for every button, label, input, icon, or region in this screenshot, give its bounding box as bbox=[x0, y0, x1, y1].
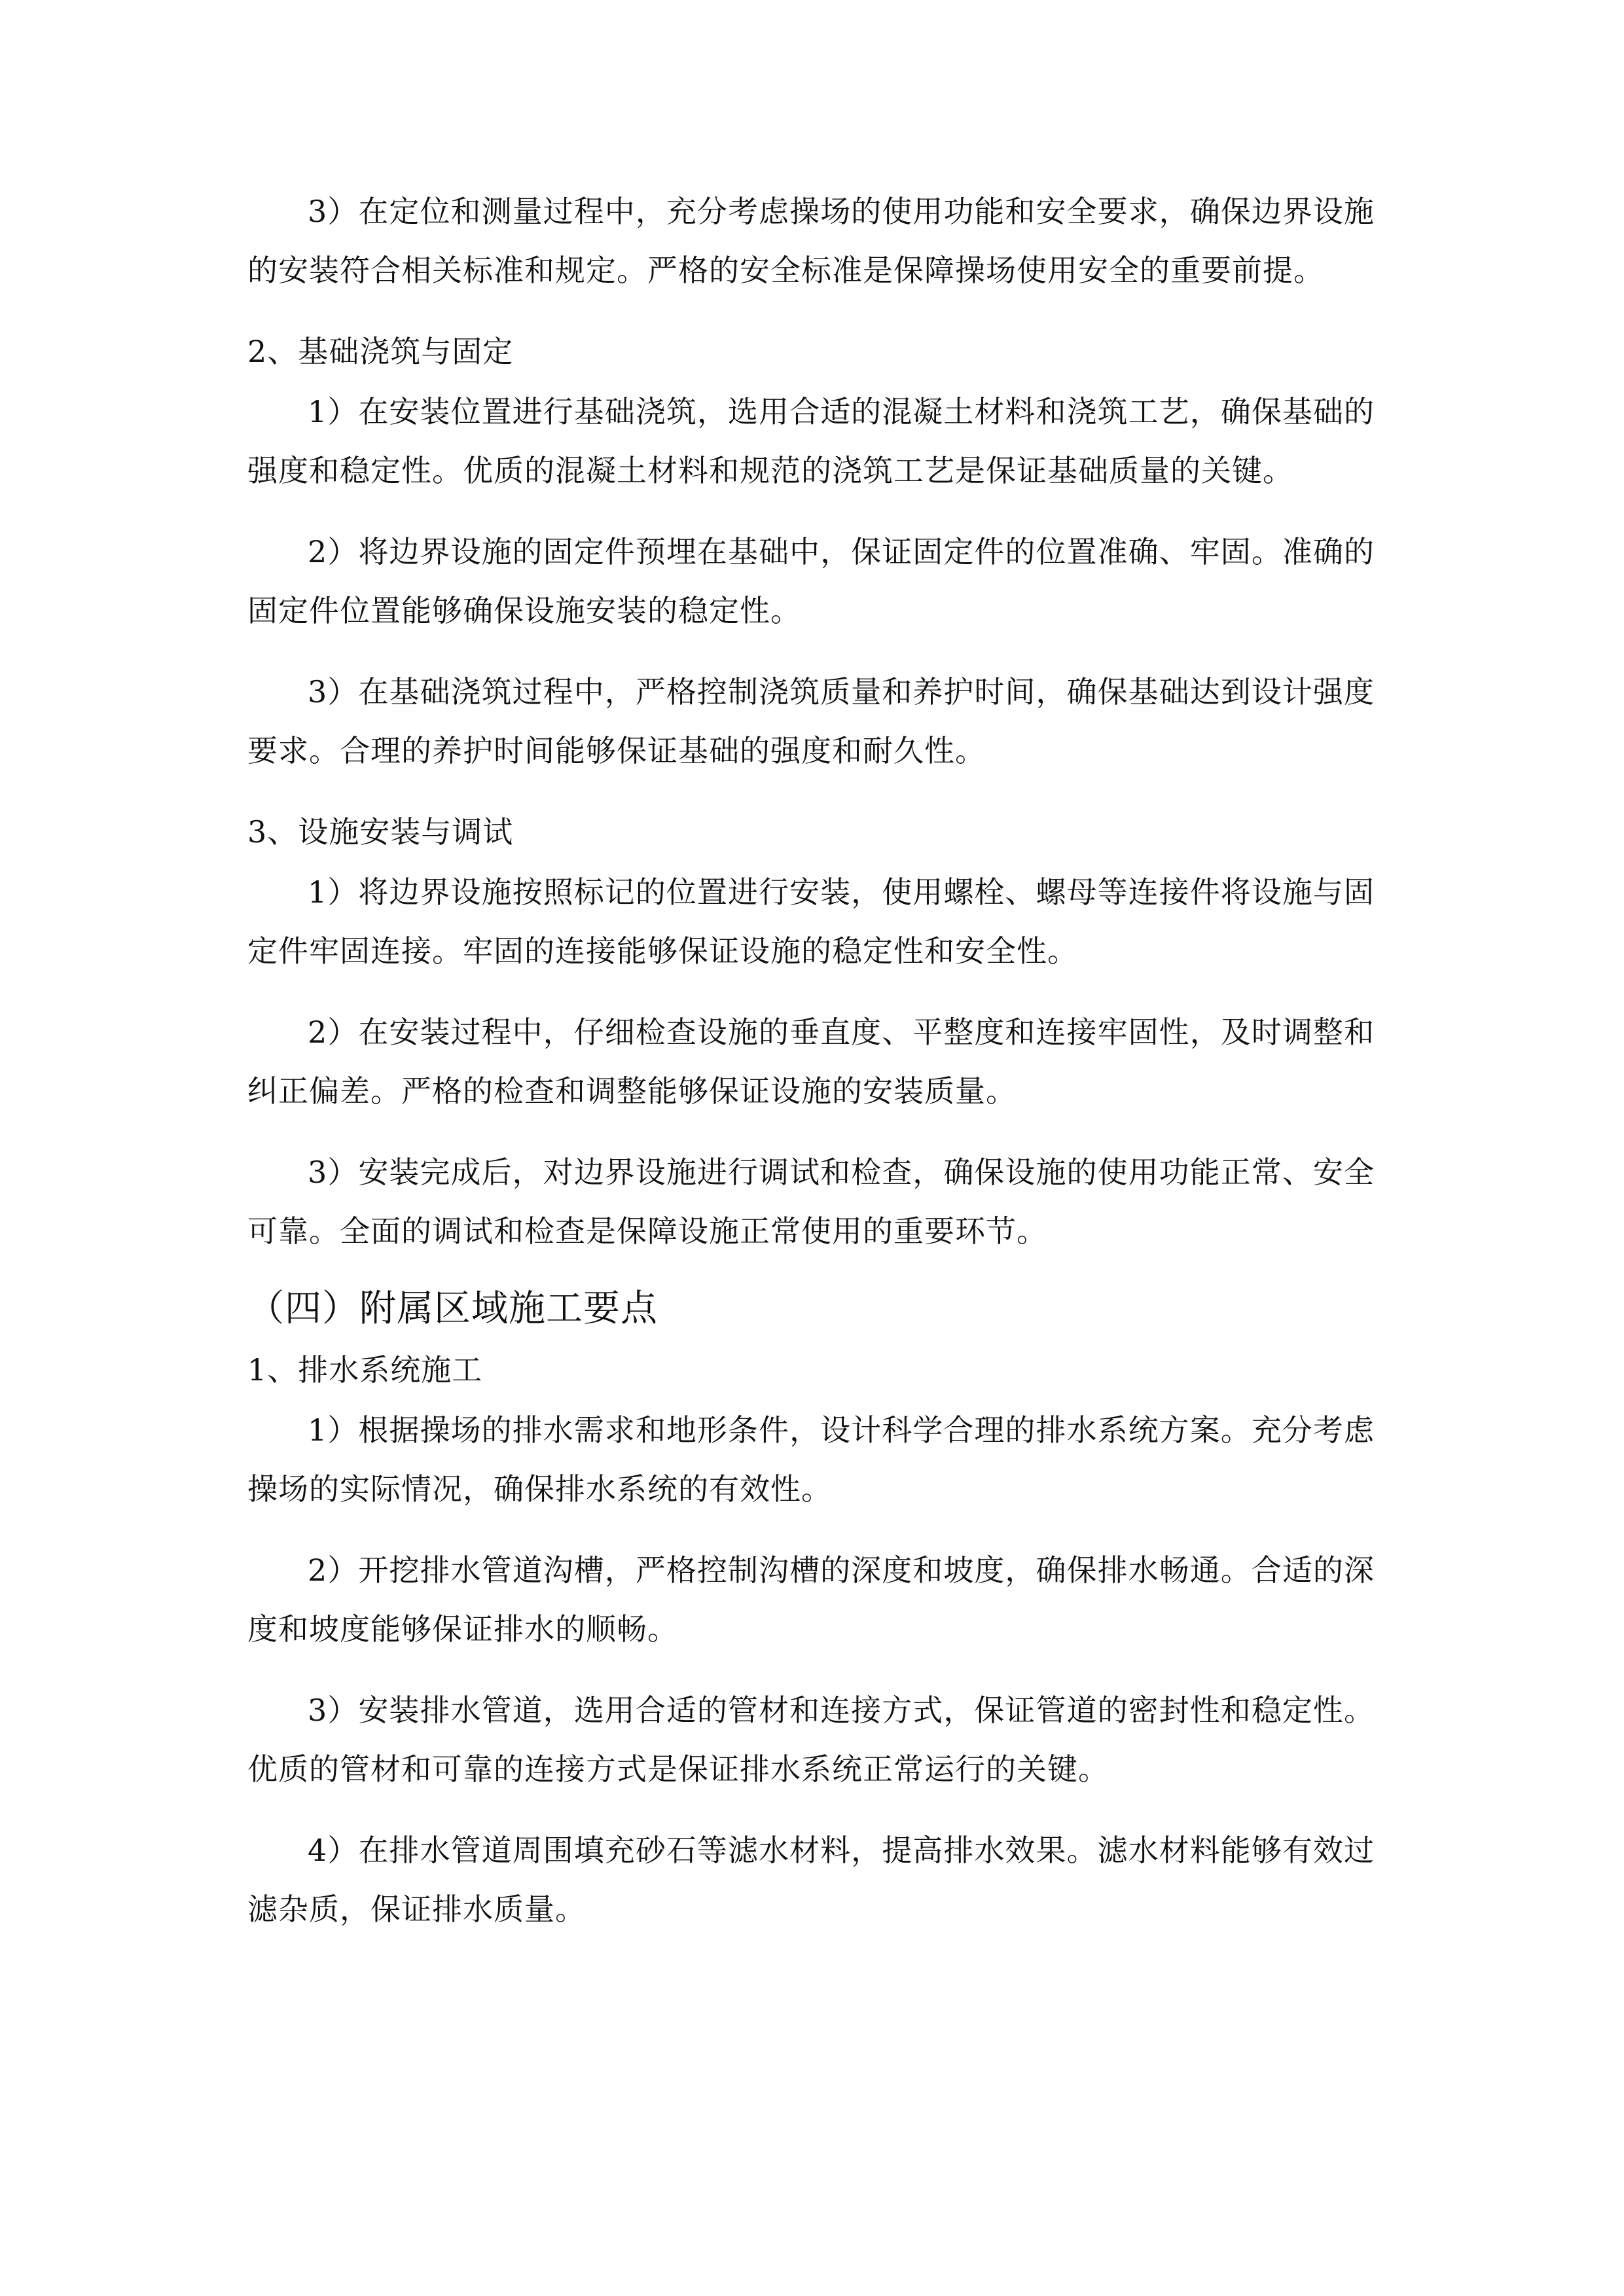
paragraph-foundation-1: 1）在安装位置进行基础浇筑，选用合适的混凝土材料和浇筑工艺，确保基础的强度和稳定性。优质的混凝土材料和规范的浇筑工艺是保证基础质量的关键。 bbox=[247, 394, 1375, 488]
paragraph-installation-1: 1）将边界设施按照标记的位置进行安装，使用螺栓、螺母等连接件将设施与固定件牢固连接。牢固的连接能够保证设施的稳定性和安全性。 bbox=[247, 874, 1375, 969]
section-heading-installation: 3、设施安装与调试 bbox=[247, 814, 514, 850]
chapter-heading-ancillary: （四）附属区域施工要点 bbox=[247, 1287, 658, 1330]
document-body bbox=[247, 182, 1375, 1939]
paragraph-foundation-2: 2）将边界设施的固定件预埋在基础中，保证固定件的位置准确、牢固。准确的固定件位置能够确保设施安装的稳定性。 bbox=[247, 534, 1375, 628]
paragraph-drainage-3: 3）安装排水管道，选用合适的管材和连接方式，保证管道的密封性和稳定性。优质的管材和可靠的连接方式是保证排水系统正常运行的关键。 bbox=[247, 1693, 1375, 1787]
paragraph-drainage-1: 1）根据操场的排水需求和地形条件，设计科学合理的排水系统方案。充分考虑操场的实际情况，确保排水系统的有效性。 bbox=[247, 1412, 1375, 1507]
section-heading-foundation: 2、基础浇筑与固定 bbox=[247, 334, 514, 369]
paragraph-drainage-4: 4）在排水管道周围填充砂石等滤水材料，提高排水效果。滤水材料能够有效过滤杂质，保证排水质量。 bbox=[247, 1833, 1375, 1927]
paragraph-installation-3: 3）安装完成后，对边界设施进行调试和检查，确保设施的使用功能正常、安全可靠。全面的调试和检查是保障设施正常使用的重要环节。 bbox=[247, 1155, 1375, 1249]
paragraph-installation-2: 2）在安装过程中，仔细检查设施的垂直度、平整度和连接牢固性，及时调整和纠正偏差。严格的检查和调整能够保证设施的安装质量。 bbox=[247, 1014, 1375, 1109]
section-heading-drainage: 1、排水系统施工 bbox=[247, 1352, 483, 1388]
paragraph-drainage-2: 2）开挖排水管道沟槽，严格控制沟槽的深度和坡度，确保排水畅通。合适的深度和坡度能够保证排水的顺畅。 bbox=[247, 1552, 1375, 1647]
paragraph-foundation-3: 3）在基础浇筑过程中，严格控制浇筑质量和养护时间，确保基础达到设计强度要求。合理的养护时间能够保证基础的强度和耐久性。 bbox=[247, 674, 1375, 768]
paragraph-placement-3: 3）在定位和测量过程中，充分考虑操场的使用功能和安全要求，确保边界设施的安装符合相关标准和规定。严格的安全标准是保障操场使用安全的重要前提。 bbox=[247, 194, 1375, 288]
